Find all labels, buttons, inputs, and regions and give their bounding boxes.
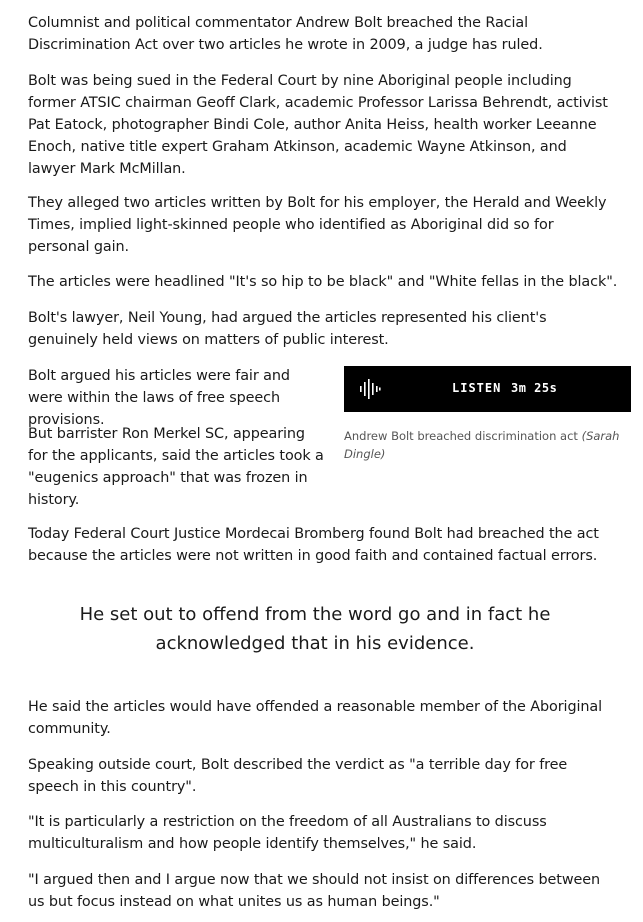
- caption-credit: (Sarah Dingle): [344, 429, 620, 461]
- paragraph-11: "It is particularly a restriction on the freedom of all Australians to discuss multiculturalism and how people identify themselves," he said.: [28, 814, 547, 852]
- caption-text: Andrew Bolt breached discrimination act: [344, 429, 578, 443]
- paragraph-4: The articles were headlined "It's so hip to be black" and "White fellas in the black".: [28, 274, 618, 290]
- paragraph-10: Speaking outside court, Bolt described the verdict as "a terrible day for free speech in this country".: [28, 757, 568, 795]
- paragraph-3: They alleged two articles written by Bolt for his employer, the Herald and Weekly Times, implied light-skinned people who identified as Aboriginal did so for personal gain.: [28, 195, 607, 255]
- listen-label: LISTEN: [452, 381, 502, 395]
- paragraph-8: Today Federal Court Justice Mordecai Bromberg found Bolt had breached the act because the articles were not written in good faith and contained factual errors.: [28, 526, 599, 564]
- paragraph-2: Bolt was being sued in the Federal Court by nine Aboriginal people including former ATSIC chairman Geoff Clark, academic Professor Larissa Behrendt, activist Pat Eatock, photographer Bindi Cole, author Anita Heiss, health worker Leeanne Enoch, native title expert Graham Atkinson, academic Wayne Atkinson, and lawyer Mark McMillan.: [28, 73, 608, 177]
- paragraph-7: But barrister Ron Merkel SC, appearing for the applicants, said the articles took a "eugenics approach" that was frozen in history.: [28, 426, 324, 508]
- audio-duration: 3m 25s: [511, 381, 558, 395]
- audio-player-button[interactable]: [344, 366, 631, 412]
- audio-caption: [344, 427, 631, 463]
- paragraph-1: Columnist and political commentator Andrew Bolt breached the Racial Discrimination Act over two articles he wrote in 2009, a judge has ruled.: [28, 15, 543, 53]
- audio-waveform-icon: [358, 377, 382, 401]
- paragraph-12: "I argued then and I argue now that we should not insist on differences between us but focus instead on what unites us as human beings.": [28, 872, 601, 910]
- paragraph-9: He said the articles would have offended a reasonable member of the Aboriginal community.: [28, 699, 603, 737]
- paragraph-6: Bolt argued his articles were fair and were within the laws of free speech provisions.: [28, 368, 290, 428]
- paragraph-5: Bolt's lawyer, Neil Young, had argued the articles represented his client's genuinely held views on matters of public interest.: [28, 310, 547, 348]
- pull-quote: He set out to offend from the word go and in fact he acknowledged that in his evidence.: [79, 604, 551, 654]
